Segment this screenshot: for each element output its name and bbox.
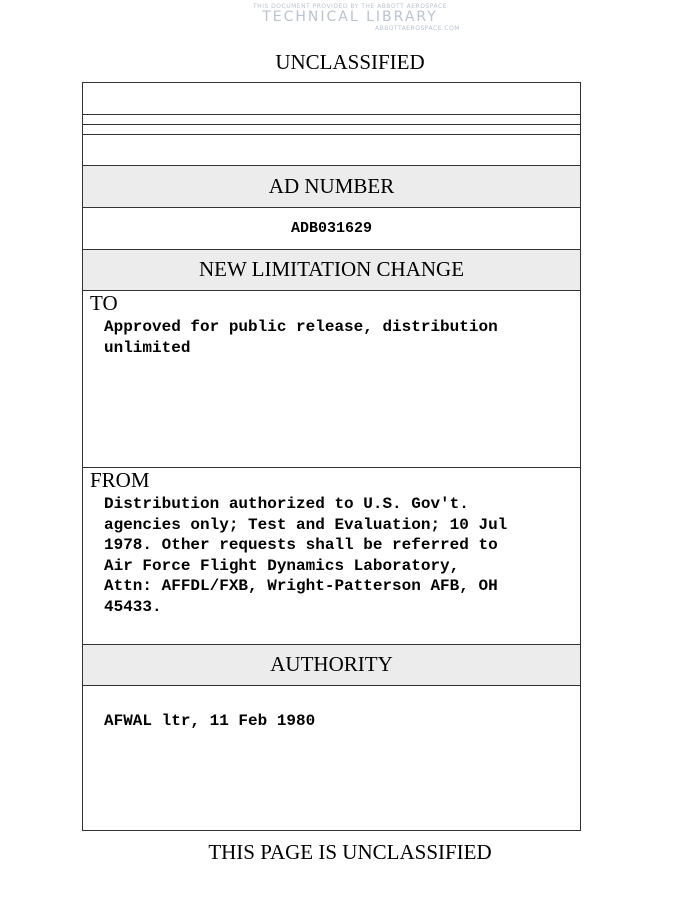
from-label: FROM (90, 468, 150, 492)
watermark-line1: THIS DOCUMENT PROVIDED BY THE ABBOTT AEROSPACE (253, 3, 447, 10)
classification-footer: THIS PAGE IS UNCLASSIFIED (208, 840, 492, 864)
divider (82, 207, 581, 208)
divider (82, 165, 581, 166)
to-text: Approved for public release, distribution unlimited (104, 318, 498, 357)
authority-title: AUTHORITY (270, 652, 393, 676)
authority-text: AFWAL ltr, 11 Feb 1980 (104, 712, 316, 730)
ad-number-value: ADB031629 (290, 220, 372, 237)
watermark-url: ABBOTTAEROSPACE.COM (374, 25, 460, 32)
watermark-logo: TECHNICAL LIBRARY (262, 9, 438, 25)
divider (82, 685, 581, 686)
from-text: Distribution authorized to U.S. Gov't. agencies only; Test and Evaluation; 10 Jul 1978. Other requests shall be referred to Air Force Flight Dynamics Laboratory, Attn: AFFDL/FXB, Wright-Patterson AFB, OH 45433. (104, 495, 508, 616)
divider (82, 290, 581, 291)
divider (82, 249, 581, 250)
divider (82, 467, 581, 468)
ad-number-title: AD NUMBER (268, 174, 395, 198)
classification-header: UNCLASSIFIED (275, 50, 425, 74)
divider (82, 124, 581, 125)
divider (82, 134, 581, 135)
to-label: TO (90, 291, 118, 315)
divider (82, 114, 581, 115)
divider (82, 644, 581, 645)
limitation-title: NEW LIMITATION CHANGE (198, 257, 465, 281)
